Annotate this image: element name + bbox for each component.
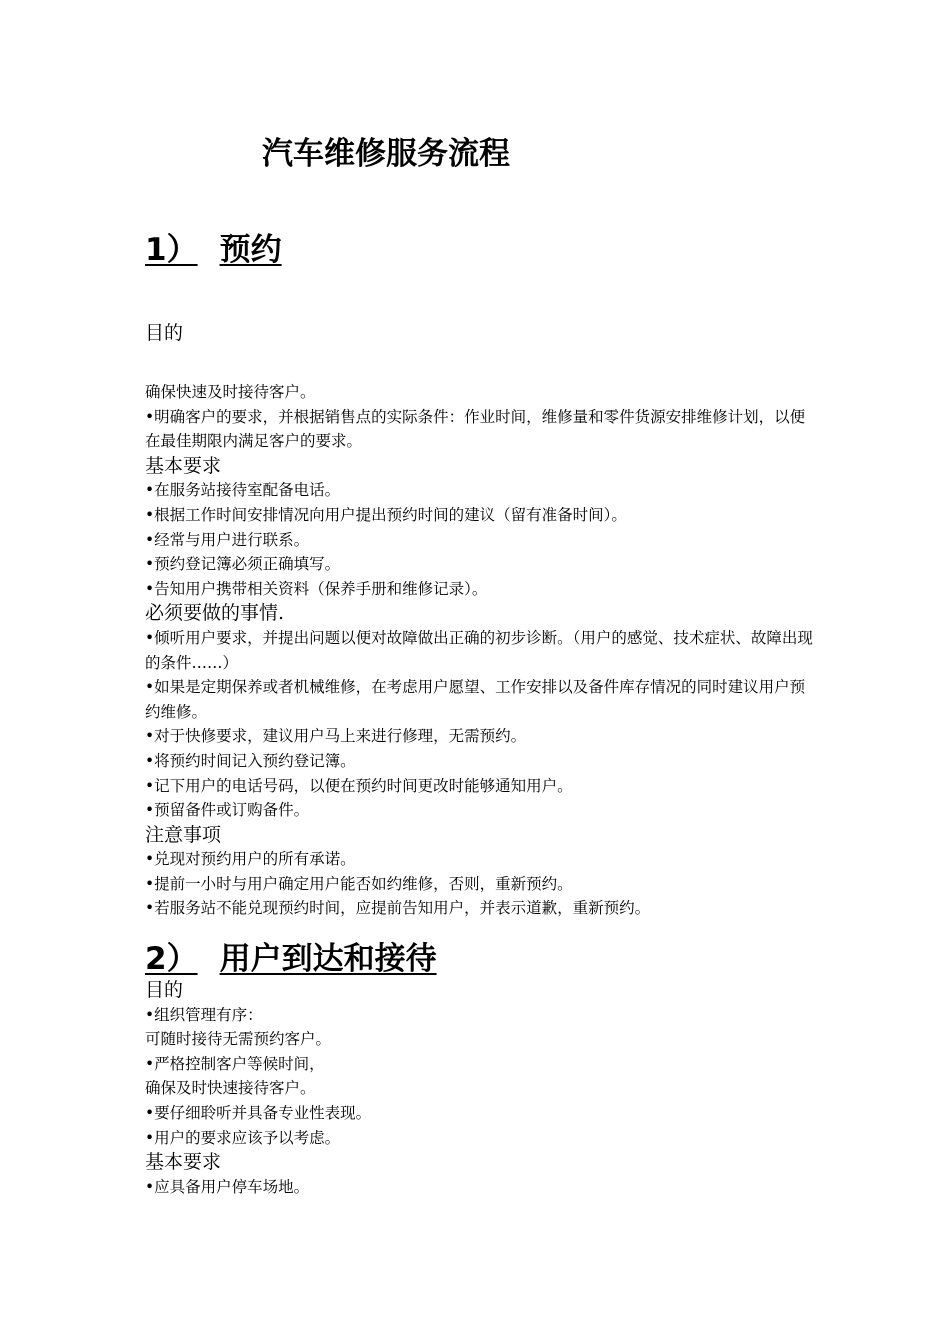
list-item: •应具备用户停车场地。 — [145, 1177, 310, 1196]
section-2-title: 用户到达和接待 — [219, 941, 437, 977]
list-item: •预留备件或订购备件。 — [145, 801, 310, 820]
list-item: •兑现对预约用户的所有承诺。 — [145, 850, 356, 869]
section-1-must-label: 必须要做的事情. — [145, 602, 285, 625]
list-item: •如果是定期保养或者机械维修，在考虑用户愿望、工作安排以及备件库存情况的同时建议用户预约维修。 — [145, 678, 806, 721]
section-2-basic-label: 基本要求 — [145, 1151, 222, 1174]
document-title: 汽车维修服务流程 — [262, 136, 510, 172]
section-1-number: 1） — [145, 232, 198, 268]
list-item: •记下用户的电话号码，以便在预约时间更改时能够通知用户。 — [145, 776, 573, 795]
list-item: •若服务站不能兑现预约时间，应提前告知用户，并表示道歉，重新预约。 — [145, 899, 651, 918]
purpose-line: 确保快速及时接待客户。 — [145, 383, 316, 401]
section-1-basic-label: 基本要求 — [145, 454, 222, 477]
section-2-number: 2） — [145, 941, 198, 977]
list-item: •倾听用户要求，并提出问题以便对故障做出正确的初步诊断。（用户的感觉、技术症状、故障出现的条件……） — [145, 628, 813, 672]
list-item: •提前一小时与用户确定用户能否如约维修，否则，重新预约。 — [145, 874, 573, 893]
section-1-purpose-label: 目的 — [145, 322, 184, 344]
section-1-heading — [145, 224, 282, 269]
list-item: •将预约时间记入预约登记簿。 — [145, 751, 356, 770]
purpose-line: •明确客户的要求，并根据销售点的实际条件：作业时间，维修量和零件货源安排维修计划，以便在最佳期限内满足客户的要求。 — [145, 407, 806, 451]
list-item: •组织管理有序： — [145, 1005, 263, 1024]
list-item: 可随时接待无需预约客户。 — [145, 1030, 332, 1049]
list-item: •经常与用户进行联系。 — [145, 530, 310, 549]
list-item: •根据工作时间安排情况向用户提出预约时间的建议（留有准备时间）。 — [145, 505, 627, 524]
section-1-title: 预约 — [219, 232, 282, 268]
list-item: •告知用户携带相关资料（保养手册和维修记录）。 — [145, 579, 488, 598]
section-1-body — [145, 380, 815, 921]
list-item: •用户的要求应该予以考虑。 — [145, 1128, 341, 1147]
section-2-heading — [145, 933, 437, 978]
section-2-purpose-label: 目的 — [145, 979, 184, 1001]
section-1-note-label: 注意事项 — [145, 823, 222, 846]
list-item: •对于快修要求，建议用户马上来进行修理，无需预约。 — [145, 727, 527, 746]
list-item: •在服务站接待室配备电话。 — [145, 481, 341, 500]
list-item: 确保及时快速接待客户。 — [145, 1079, 316, 1098]
list-item: •预约登记簿必须正确填写。 — [145, 555, 341, 574]
list-item: •严格控制客户等候时间， — [145, 1054, 325, 1073]
list-item: •要仔细聆听并具备专业性表现。 — [145, 1103, 372, 1122]
section-2-body — [145, 978, 815, 1199]
